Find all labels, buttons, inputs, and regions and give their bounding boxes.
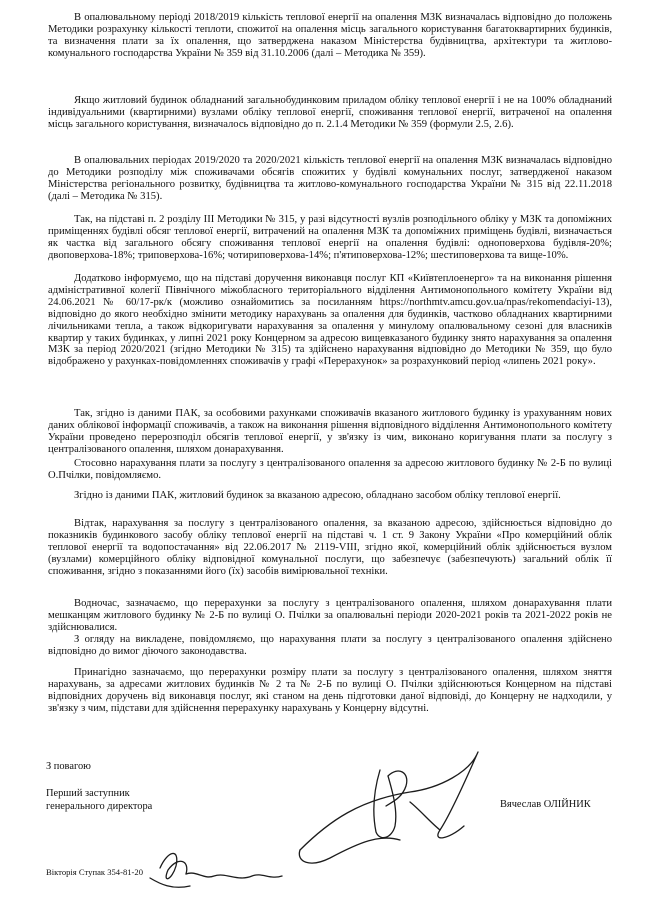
paragraph-metering-condition: Якщо житловий будинок обладнаний загальнобудинковим приладом обліку теплової енергії і не на 100% обладнаний індивідуальними (квартирними) вузлами обліку теплової енергії, споживання теплової енергії, витраченої на опалення місць загального користування, визначалось відповідно до п. 2.1.4 Методики № 359 (формули 2.5, 2.6). — [48, 95, 612, 130]
signatory-name: Вячеслав ОЛІЙНИК — [500, 799, 591, 810]
paragraph-law-reference: Відтак, нарахування за послугу з централізованого опалення, за вказаною адресою, здійснюється відповідно до показників будинкового засобу обліку теплової енергії на підставі ч. 1 ст. 9 Закону України «Про комерційний облік теплової енергії та водопостачання» від 22.06.2017 № 2119-VIII, згідно якої, комерційний облік здійснюється вузлом (вузлами) комерційного обліку відповідної комунальної послуги, що забезпечує (забезпечують) загальний облік її споживання, згідно з показаннями його (їх) засобів вимірювальної техніки. — [48, 518, 612, 577]
paragraph-heating-shares: Так, на підставі п. 2 розділу III Методики № 315, у разі відсутності вузлів розподільного обліку у МЗК та допоміжних приміщеннях будівлі обсяг теплової енергії, витрачений на опалення МЗК та допоміжних приміщень будівлі, визначається як частка від загального обсягу споживання теплової енергії на опалення будівлі: одноповерхова будівля-20%; двоповерхова-18%; триповерхова-16%; чотириповерхова-14%; п'ятиповерхова-12%; шестиповерхова та вище-10%. — [48, 214, 612, 261]
paragraph-methodology-315: В опалювальних періодах 2019/2020 та 2020/2021 кількість теплової енергії на опалення МЗК визначалась відповідно до Методики розподілу між споживачами обсягів спожитих у будівлі комунальних послуг, затвердженої наказом Міністерства регіонального розвитку, будівництва та житлово-комунального господарства України № 315 від 22.11.2018 (далі – Методика № 315). — [48, 155, 612, 202]
executor-contact: Вікторія Ступак 354-81-20 — [46, 867, 144, 877]
signatory-title-line1: Перший заступник — [46, 788, 130, 799]
paragraph-amcu-decision: Додатково інформуємо, що на підставі доручення виконавця послуг КП «Київтеплоенерго» та на виконання рішення адміністративної колегії Північного міжобласного територіального відділення Антимонопольного комітету України від 24.06.2021 № 60/17-рк/к (можливо ознайомитись за посиланням https://northmtv.amcu.gov.ua/npas/rekomendaciyi-13), відповідно до якого необхідно змінити методику нарахувань за опалення для будинків, частково обладнаних квартирними лічильниками тепла, а також відкоригувати нарахування за опалення у минулому опалювальному сезоні для власників квартир у таких будинках, у липні 2021 року Концерном за адресою вищевказаного будинку знято нарахування за опалення МЗК за період 2020/2021 (згідно Методики № 315) та здійснено нарахування відповідно до Методики № 359, що було відображено у рахунках-повідомленнях споживачів у графі «Перерахунок» за розрахунковий період «липень 2021 року». — [48, 273, 612, 368]
closing-phrase: З повагою — [46, 761, 91, 772]
signatory-title-line2: генерального директора — [46, 801, 153, 812]
paragraph-conclusion: З огляду на викладене, повідомляємо, що нарахування плати за послугу з централізованого опалення здійснено відповідно до вимог діючого законодавства. — [48, 634, 612, 657]
paragraph-meter-equipped: Згідно із даними ПАК, житловий будинок за вказаною адресою, обладнано засобом обліку теплової енергії. — [74, 490, 561, 501]
paragraph-no-recalculation: Водночас, зазначаємо, що перерахунки за послугу з централізованого опалення, шляхом донарахування плати мешканцям житлового будинку № 2-Б по вулиці О. Пчілки за опалювальні періоди 2020-2021 років та 2021-2022 років не здійснювалися. — [48, 598, 612, 633]
paragraph-final-note: Принагідно зазначаємо, що перерахунки розміру плати за послугу з централізованого опалення, шляхом зняття нарахувань, за адресами житлових будинків № 2 та № 2-Б по вулиці О. Пчілки здійснюються Концерном на підставі відповідних доручень від виконавця послуг, які станом на день підготовки даної відповіді, до Концерну не надходили, у зв'язку з чим, підстави для здійснення перерахунку нарахувань у Концерну відсутні. — [48, 667, 612, 714]
paragraph-methodology-359: В опалювальному періоді 2018/2019 кількість теплової енергії на опалення МЗК визначалась відповідно до положень Методики розрахунку кількості теплоти, спожитої на опалення місць загального користування багатоквартирних будинків, та визначення плати за їх опалення, що затверджена наказом Міністерства будівництва, архітектури та житлово-комунального господарства України № 359 від 31.10.2006 (далі – Методика № 359). — [48, 12, 612, 59]
paragraph-building-2b: Стосовно нарахування плати за послугу з централізованого опалення за адресою житлового будинку № 2-Б по вулиці О.Пчілки, повідомляємо. — [48, 458, 612, 481]
paragraph-redistribution: Так, згідно із даними ПАК, за особовими рахунками споживачів вказаного житлового будинку із урахуванням нових даних облікової інформації споживачів, а також на виконання рішення відповідного відділення Антимонопольного комітету України проведено перерозподіл обсягів теплової енергії, у зв'язку із чим, виконано коригування плати за послугу з централізованого опалення, шляхом донарахування. — [48, 408, 612, 455]
